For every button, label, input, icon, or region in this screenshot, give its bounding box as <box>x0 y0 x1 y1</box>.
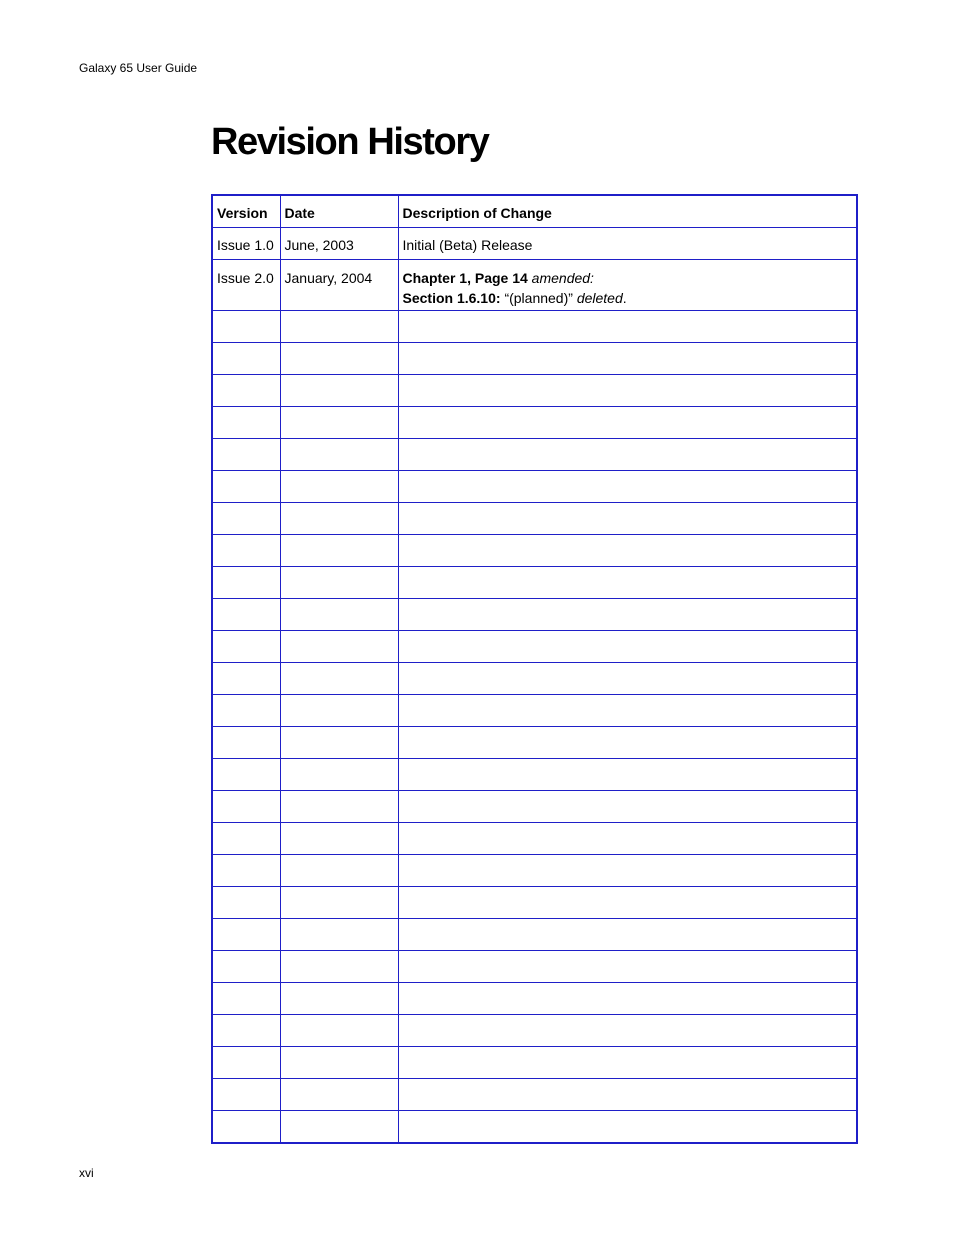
cell-date <box>280 791 398 823</box>
cell-date <box>280 599 398 631</box>
cell-date <box>280 1111 398 1144</box>
column-header-description: Description of Change <box>398 195 857 228</box>
description-reference: Section 1.6.10: <box>402 290 501 306</box>
table-row <box>212 260 857 311</box>
cell-version <box>212 1079 280 1111</box>
description-action: deleted <box>576 290 623 306</box>
cell-version <box>212 503 280 535</box>
page-number: xvi <box>79 1166 94 1180</box>
cell-description <box>398 311 857 343</box>
cell-description <box>398 1015 857 1047</box>
cell-version <box>212 695 280 727</box>
cell-description <box>398 1079 857 1111</box>
cell-description <box>398 1111 857 1144</box>
cell-version <box>212 759 280 791</box>
description-text: “(planned)” <box>504 290 573 306</box>
description-reference: Chapter 1, Page 14 <box>402 270 528 286</box>
cell-description <box>398 695 857 727</box>
cell-description <box>398 567 857 599</box>
cell-version <box>212 1015 280 1047</box>
cell-date: January, 2004 <box>280 260 398 311</box>
cell-description: Initial (Beta) Release <box>398 228 857 260</box>
cell-version <box>212 663 280 695</box>
cell-description <box>398 260 857 311</box>
cell-version <box>212 823 280 855</box>
cell-description <box>398 375 857 407</box>
table-row-empty <box>212 503 857 535</box>
cell-version <box>212 887 280 919</box>
table-row-empty <box>212 919 857 951</box>
table-row-empty <box>212 375 857 407</box>
cell-version <box>212 1111 280 1144</box>
cell-date <box>280 343 398 375</box>
cell-description <box>398 503 857 535</box>
table-row-empty <box>212 311 857 343</box>
cell-version <box>212 983 280 1015</box>
cell-date <box>280 759 398 791</box>
cell-date <box>280 503 398 535</box>
table-row-empty <box>212 823 857 855</box>
table-row-empty <box>212 951 857 983</box>
cell-version <box>212 567 280 599</box>
cell-date <box>280 887 398 919</box>
cell-date: June, 2003 <box>280 228 398 260</box>
cell-description <box>398 631 857 663</box>
cell-version <box>212 535 280 567</box>
cell-description <box>398 599 857 631</box>
table-row-empty <box>212 887 857 919</box>
table-row-empty <box>212 567 857 599</box>
table-row-empty <box>212 1015 857 1047</box>
table-row-empty <box>212 439 857 471</box>
cell-description <box>398 439 857 471</box>
cell-date <box>280 407 398 439</box>
cell-date <box>280 1047 398 1079</box>
table-row-empty <box>212 855 857 887</box>
cell-version <box>212 407 280 439</box>
cell-description <box>398 535 857 567</box>
cell-date <box>280 951 398 983</box>
cell-date <box>280 311 398 343</box>
table-row-empty <box>212 1047 857 1079</box>
table-row-empty <box>212 663 857 695</box>
cell-version <box>212 631 280 663</box>
cell-date <box>280 631 398 663</box>
description-action: amended: <box>531 270 594 286</box>
cell-description <box>398 887 857 919</box>
table-row-empty <box>212 471 857 503</box>
table-row-empty <box>212 983 857 1015</box>
cell-date <box>280 663 398 695</box>
table-row-empty <box>212 631 857 663</box>
cell-version: Issue 2.0 <box>212 260 280 311</box>
description-line <box>403 288 853 308</box>
cell-date <box>280 1079 398 1111</box>
cell-description <box>398 727 857 759</box>
cell-version: Issue 1.0 <box>212 228 280 260</box>
cell-version <box>212 919 280 951</box>
cell-version <box>212 951 280 983</box>
cell-description <box>398 855 857 887</box>
cell-date <box>280 919 398 951</box>
running-header: Galaxy 65 User Guide <box>79 61 198 75</box>
cell-version <box>212 471 280 503</box>
cell-description <box>398 663 857 695</box>
cell-description <box>398 759 857 791</box>
cell-version <box>212 439 280 471</box>
table-header-row <box>212 195 857 228</box>
cell-description <box>398 823 857 855</box>
cell-date <box>280 1015 398 1047</box>
cell-description <box>398 951 857 983</box>
cell-version <box>212 791 280 823</box>
table-row-empty <box>212 759 857 791</box>
cell-date <box>280 983 398 1015</box>
cell-version <box>212 1047 280 1079</box>
table-row-empty <box>212 1079 857 1111</box>
table-row-empty <box>212 727 857 759</box>
cell-date <box>280 471 398 503</box>
table-row-empty <box>212 535 857 567</box>
cell-description <box>398 919 857 951</box>
cell-version <box>212 727 280 759</box>
cell-date <box>280 439 398 471</box>
column-header-version: Version <box>212 195 280 228</box>
table-row-empty <box>212 343 857 375</box>
page-title: Revision History <box>211 121 489 163</box>
table-row-empty <box>212 695 857 727</box>
cell-date <box>280 375 398 407</box>
cell-version <box>212 343 280 375</box>
cell-version <box>212 375 280 407</box>
cell-version <box>212 311 280 343</box>
cell-description <box>398 1047 857 1079</box>
revision-history-table <box>211 194 858 1144</box>
description-line <box>403 268 853 288</box>
cell-version <box>212 599 280 631</box>
table-row-empty <box>212 407 857 439</box>
table-row <box>212 228 857 260</box>
cell-description <box>398 343 857 375</box>
cell-date <box>280 855 398 887</box>
cell-description <box>398 791 857 823</box>
column-header-date: Date <box>280 195 398 228</box>
table-row-empty <box>212 791 857 823</box>
cell-date <box>280 535 398 567</box>
cell-description <box>398 407 857 439</box>
description-period: . <box>622 290 627 306</box>
cell-date <box>280 727 398 759</box>
cell-version <box>212 855 280 887</box>
cell-description <box>398 983 857 1015</box>
table-row-empty <box>212 1111 857 1144</box>
cell-description <box>398 471 857 503</box>
cell-date <box>280 695 398 727</box>
cell-date <box>280 567 398 599</box>
cell-date <box>280 823 398 855</box>
table-row-empty <box>212 599 857 631</box>
